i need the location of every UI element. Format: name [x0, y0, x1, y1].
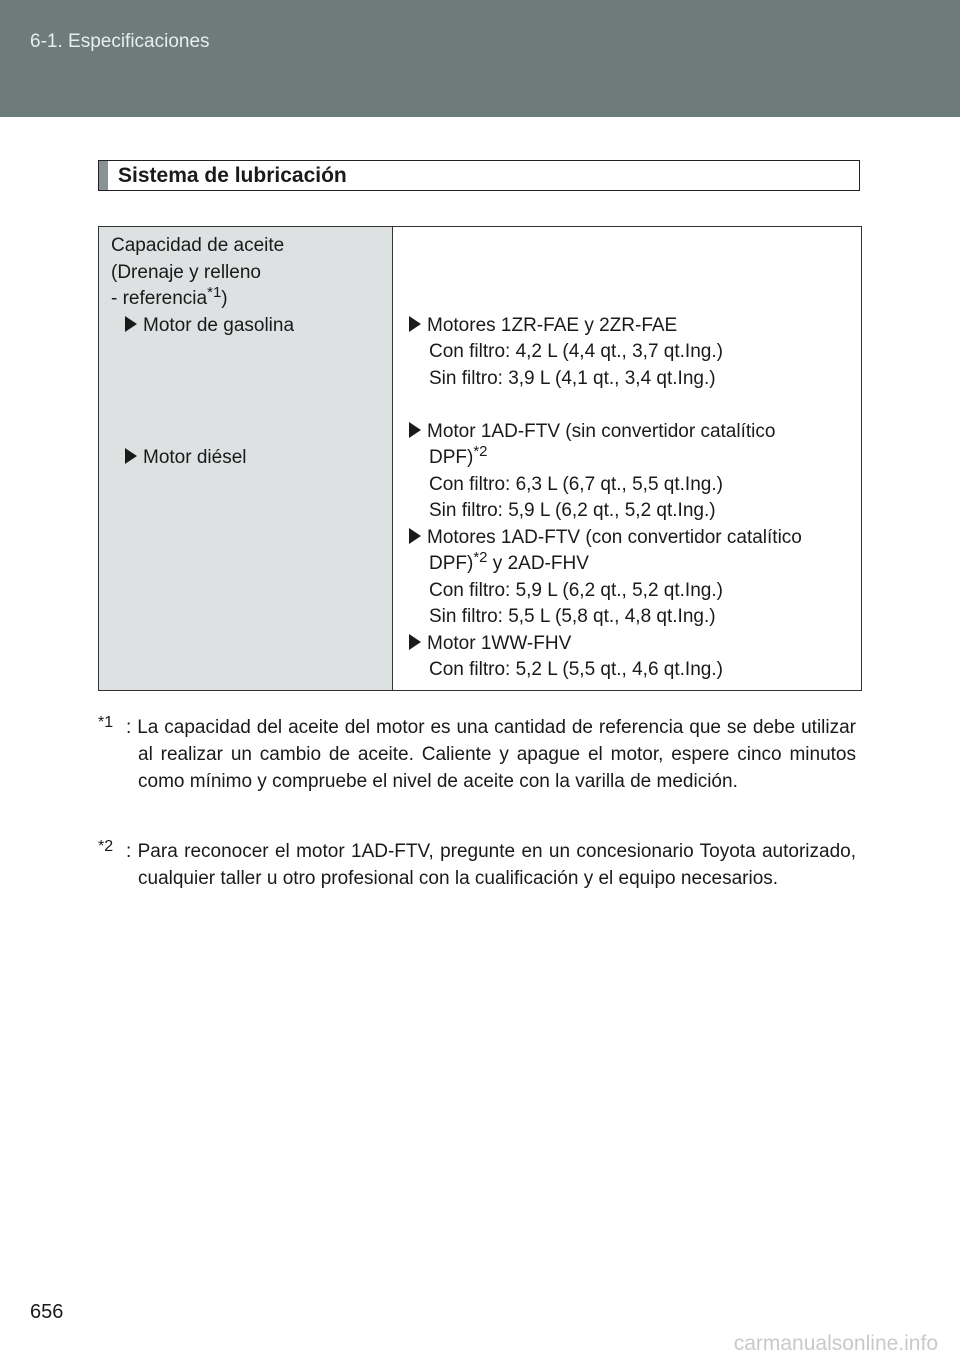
footnote-ref: *2 — [473, 443, 488, 460]
engine-line: Motores 1ZR-FAE y 2ZR-FAE — [409, 313, 851, 340]
triangle-bullet-icon — [409, 316, 421, 332]
footnote-ref: *1 — [207, 284, 222, 301]
capacity-title-line: (Drenaje y relleno — [111, 261, 261, 283]
section-heading: 6-1. Especificaciones — [30, 31, 210, 52]
footnote-2 — [98, 838, 856, 892]
footnote-ref: *2 — [473, 549, 488, 566]
oil-capacity-table — [98, 226, 862, 691]
with-filter-value: Con filtro: 4,2 L (4,4 qt., 3,7 qt.Ing.) — [429, 341, 723, 362]
gasoline-engine-label: Motor de gasolina — [111, 313, 382, 340]
triangle-bullet-icon — [409, 528, 421, 544]
diesel-engine-label: Motor diésel — [111, 445, 382, 472]
section-title-bar — [98, 160, 860, 191]
engine-line: Motores 1AD-FTV (con convertidor catalítico — [409, 525, 851, 552]
footnote-marker: *1 — [98, 714, 114, 731]
footnote-1 — [98, 714, 856, 795]
section-title: Sistema de lubricación — [118, 164, 347, 187]
without-filter-value: Sin filtro: 5,9 L (6,2 qt., 5,2 qt.Ing.) — [429, 500, 716, 521]
without-filter-value: Sin filtro: 5,5 L (5,8 qt., 4,8 qt.Ing.) — [429, 606, 716, 627]
capacity-title-line: - referencia$^{*1}$) — [111, 284, 228, 309]
capacity-values-cell — [393, 227, 862, 691]
capacity-title-line: Capacidad de aceite — [111, 235, 285, 256]
triangle-bullet-icon — [409, 422, 421, 438]
engine-line-continued: DPF)$^{*2}$ y 2AD-FHV — [429, 549, 589, 574]
footnote-marker: *2 — [98, 838, 114, 855]
footnote-text: : La capacidad del aceite del motor es una cantidad de referencia que se debe utilizar al realizar un cambio de aceite. Caliente y apague el motor, espere cinco minutos como mínimo y compruebe el nivel de aceite con la varilla de medición. — [126, 717, 856, 792]
with-filter-value: Con filtro: 6,3 L (6,7 qt., 5,5 qt.Ing.) — [429, 473, 723, 495]
without-filter-value: Sin filtro: 3,9 L (4,1 qt., 3,4 qt.Ing.) — [429, 367, 716, 389]
triangle-bullet-icon — [409, 634, 421, 650]
page-number: 656 — [30, 1301, 64, 1323]
engine-line: Motor 1WW-FHV — [409, 631, 851, 658]
engine-line: Motor 1AD-FTV (sin convertidor catalítico — [409, 419, 851, 446]
watermark: carmanualsonline.info — [733, 1332, 938, 1355]
section-accent — [99, 161, 108, 190]
page-header — [0, 0, 960, 117]
with-filter-value: Con filtro: 5,9 L (6,2 qt., 5,2 qt.Ing.) — [429, 579, 723, 601]
with-filter-value: Con filtro: 5,2 L (5,5 qt., 4,6 qt.Ing.) — [429, 659, 723, 680]
capacity-label-cell — [99, 227, 393, 691]
triangle-bullet-icon — [125, 316, 137, 332]
triangle-bullet-icon — [125, 448, 137, 464]
engine-line-continued: DPF)$^{*2}$ — [429, 443, 488, 468]
footnote-text: : Para reconocer el motor 1AD-FTV, pregunte en un concesionario Toyota autorizado, cualquier taller u otro profesional con la cualificación y el equipo necesarios. — [126, 841, 856, 889]
